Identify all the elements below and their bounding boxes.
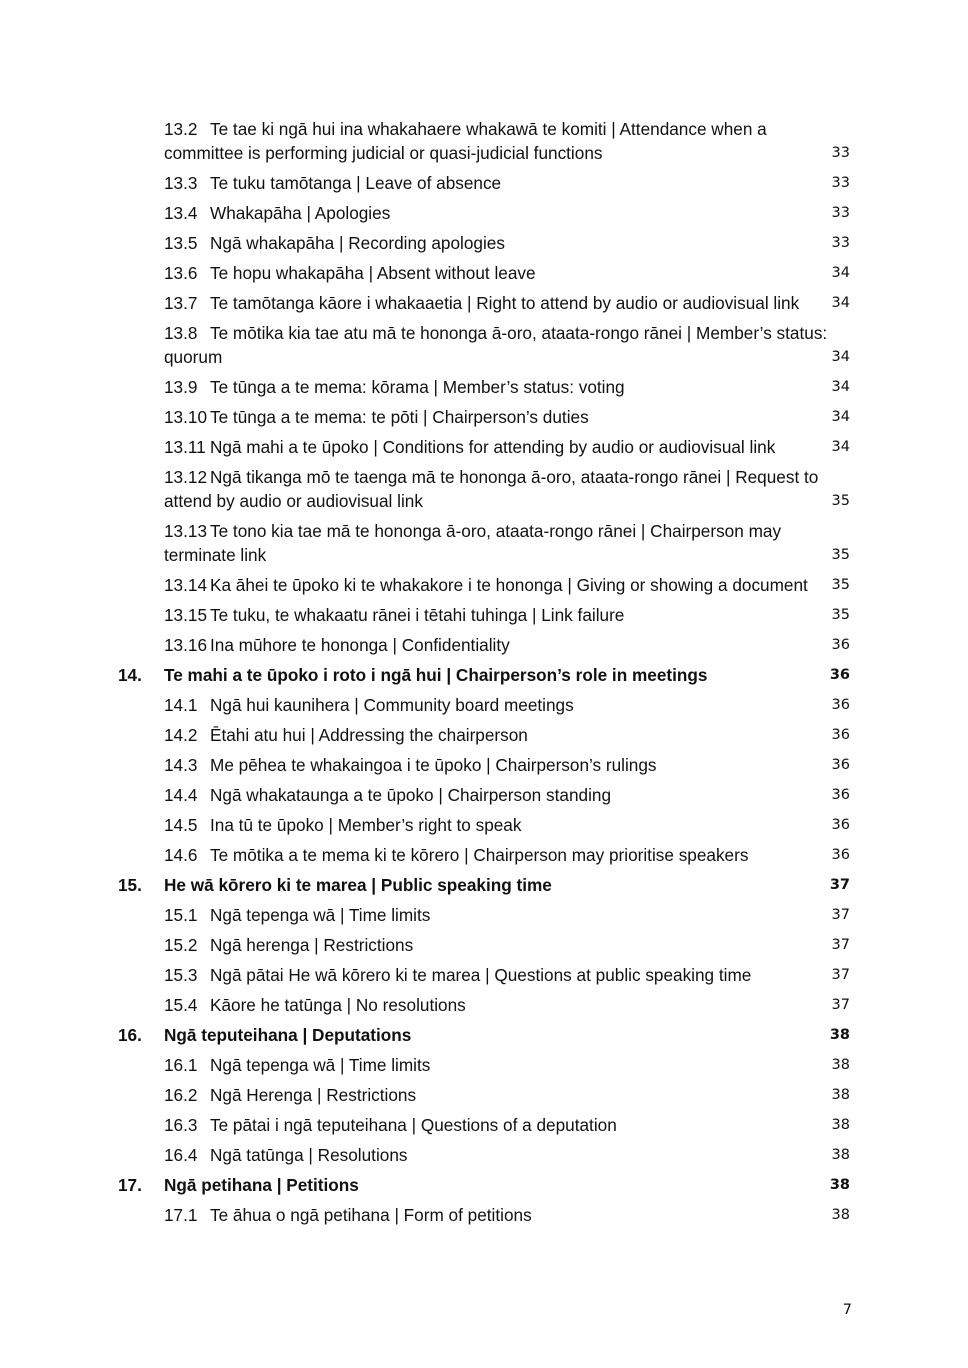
toc-entry[interactable] xyxy=(0,462,968,516)
toc-entry[interactable] xyxy=(0,258,968,288)
toc-entry-title: Kāore he tatūnga | No resolutions xyxy=(210,995,466,1015)
toc-section-number: 15. xyxy=(118,875,142,895)
toc-entry[interactable] xyxy=(0,318,968,372)
toc-entry-title: Me pēhea te whakaingoa i te ūpoko | Chairperson’s rulings xyxy=(210,755,657,775)
toc-page-number: 37 xyxy=(829,877,850,893)
toc-entry-number: 15.4 xyxy=(164,995,198,1015)
toc-page-number: 35 xyxy=(831,547,850,563)
toc-page-number: 35 xyxy=(831,577,850,593)
toc-entry-number: 13.15 xyxy=(164,605,208,625)
toc-entry-title: Ngā pātai He wā kōrero ki te marea | Questions at public speaking time xyxy=(210,965,752,985)
toc-section-title: Ngā petihana | Petitions xyxy=(164,1175,359,1195)
toc-page-number: 35 xyxy=(831,607,850,623)
toc-entry-title: Te mōtika a te mema ki te kōrero | Chairperson may prioritise speakers xyxy=(210,845,749,865)
toc-entry[interactable] xyxy=(0,930,968,960)
toc-page-number: 38 xyxy=(831,1057,850,1073)
toc-entry-number: 15.3 xyxy=(164,965,198,985)
toc-page-number: 35 xyxy=(831,493,850,509)
toc-entry[interactable] xyxy=(0,690,968,720)
toc-section-heading[interactable] xyxy=(0,870,968,900)
toc-section-heading[interactable] xyxy=(0,660,968,690)
toc-entry-number: 16.1 xyxy=(164,1055,198,1075)
toc-entry-number: 16.2 xyxy=(164,1085,198,1105)
toc-entry-number: 16.4 xyxy=(164,1145,198,1165)
toc-section-number: 17. xyxy=(118,1175,142,1195)
toc-page-number: 36 xyxy=(831,637,850,653)
toc-entry-number: 14.5 xyxy=(164,815,198,835)
toc-page-number: 37 xyxy=(831,907,850,923)
toc-page-number: 36 xyxy=(831,787,850,803)
toc-entry-number: 13.4 xyxy=(164,203,198,223)
toc-entry-title: Te pātai i ngā teputeihana | Questions of a deputation xyxy=(210,1115,617,1135)
toc-entry[interactable] xyxy=(0,960,968,990)
toc-entry-title: Te tūnga a te mema: te pōti | Chairperson’s duties xyxy=(210,407,589,427)
toc-entry-title: Ina mūhore te hononga | Confidentiality xyxy=(210,635,510,655)
toc-entry[interactable] xyxy=(0,114,968,168)
toc-page-number: 33 xyxy=(831,235,850,251)
table-of-contents xyxy=(0,114,968,1230)
toc-entry[interactable] xyxy=(0,516,968,570)
toc-entry-title: Ngā Herenga | Restrictions xyxy=(210,1085,417,1105)
toc-entry-number: 14.2 xyxy=(164,725,198,745)
toc-entry-title: Te hopu whakapāha | Absent without leave xyxy=(210,263,536,283)
toc-section-heading[interactable] xyxy=(0,1170,968,1200)
toc-entry-title: Te tūnga a te mema: kōrama | Member’s status: voting xyxy=(210,377,625,397)
toc-page-number: 37 xyxy=(831,937,850,953)
toc-entry-number: 15.2 xyxy=(164,935,198,955)
toc-entry-number: 13.3 xyxy=(164,173,198,193)
toc-entry-title: Ngā tepenga wā | Time limits xyxy=(210,905,431,925)
toc-entry-number: 13.14 xyxy=(164,575,208,595)
toc-entry-title: Ngā whakapāha | Recording apologies xyxy=(210,233,505,253)
toc-section-title: Ngā teputeihana | Deputations xyxy=(164,1025,412,1045)
toc-entry[interactable] xyxy=(0,780,968,810)
toc-entry[interactable] xyxy=(0,198,968,228)
toc-entry[interactable] xyxy=(0,1050,968,1080)
toc-entry-number: 13.5 xyxy=(164,233,198,253)
toc-page-number: 38 xyxy=(831,1117,850,1133)
toc-entry[interactable] xyxy=(0,570,968,600)
toc-page-number: 36 xyxy=(831,697,850,713)
toc-entry[interactable] xyxy=(0,810,968,840)
toc-section-heading[interactable] xyxy=(0,1020,968,1050)
toc-entry[interactable] xyxy=(0,168,968,198)
toc-entry-title: Ngā tikanga mō te taenga mā te hononga ā-oro, ataata-rongo rānei | Request to attend by audio or audiovisual link xyxy=(164,467,819,511)
toc-entry-number: 17.1 xyxy=(164,1205,198,1225)
toc-entry-title: Te tae ki ngā hui ina whakahaere whakawā te komiti | Attendance when a committee is performing judicial or quasi-judicial functions xyxy=(164,119,767,163)
toc-entry-title: Ngā tepenga wā | Time limits xyxy=(210,1055,431,1075)
toc-entry-number: 15.1 xyxy=(164,905,198,925)
toc-page-number: 33 xyxy=(831,205,850,221)
toc-page-number: 38 xyxy=(831,1207,850,1223)
toc-page-number: 36 xyxy=(829,667,850,683)
toc-section-title: Te mahi a te ūpoko i roto i ngā hui | Chairperson’s role in meetings xyxy=(164,665,708,685)
toc-entry[interactable] xyxy=(0,900,968,930)
toc-page-number: 36 xyxy=(831,847,850,863)
toc-entry-title: Ka āhei te ūpoko ki te whakakore i te hononga | Giving or showing a document xyxy=(210,575,808,595)
toc-entry-number: 13.10 xyxy=(164,407,208,427)
toc-entry[interactable] xyxy=(0,288,968,318)
toc-entry-number: 13.7 xyxy=(164,293,198,313)
toc-page-number: 33 xyxy=(831,175,850,191)
toc-entry-number: 14.4 xyxy=(164,785,198,805)
toc-page-number: 38 xyxy=(831,1147,850,1163)
toc-entry-title: Ina tū te ūpoko | Member’s right to speak xyxy=(210,815,522,835)
toc-page-number: 33 xyxy=(831,145,850,161)
toc-entry-number: 14.6 xyxy=(164,845,198,865)
toc-page-number: 34 xyxy=(831,265,850,281)
toc-page-number: 36 xyxy=(831,757,850,773)
toc-entry-title: Te mōtika kia tae atu mā te hononga ā-oro, ataata-rongo rānei | Member’s status: quorum xyxy=(164,323,828,367)
toc-page-number: 37 xyxy=(831,967,850,983)
toc-entry[interactable] xyxy=(0,720,968,750)
toc-entry-number: 14.3 xyxy=(164,755,198,775)
toc-entry[interactable] xyxy=(0,750,968,780)
toc-entry-title: Ētahi atu hui | Addressing the chairperson xyxy=(210,725,528,745)
toc-entry-title: Ngā mahi a te ūpoko | Conditions for attending by audio or audiovisual link xyxy=(210,437,776,457)
toc-entry[interactable] xyxy=(0,402,968,432)
toc-entry-title: Ngā tatūnga | Resolutions xyxy=(210,1145,408,1165)
toc-entry-number: 13.13 xyxy=(164,521,208,541)
toc-entry-number: 14.1 xyxy=(164,695,198,715)
toc-page-number: 38 xyxy=(831,1087,850,1103)
toc-entry[interactable] xyxy=(0,990,968,1020)
toc-entry-title: Ngā herenga | Restrictions xyxy=(210,935,414,955)
toc-entry[interactable] xyxy=(0,840,968,870)
toc-entry[interactable] xyxy=(0,372,968,402)
toc-entry-title: Te tuku tamōtanga | Leave of absence xyxy=(210,173,502,193)
toc-entry[interactable] xyxy=(0,1080,968,1110)
toc-entry-number: 13.12 xyxy=(164,467,208,487)
toc-entry-title: Whakapāha | Apologies xyxy=(210,203,391,223)
toc-entry-title: Te tuku, te whakaatu rānei i tētahi tuhinga | Link failure xyxy=(210,605,625,625)
toc-page-number: 36 xyxy=(831,817,850,833)
toc-page-number: 34 xyxy=(831,379,850,395)
toc-entry[interactable] xyxy=(0,1110,968,1140)
toc-entry-number: 13.11 xyxy=(164,437,206,457)
toc-entry-number: 16.3 xyxy=(164,1115,198,1135)
toc-entry-title: Te tono kia tae mā te hononga ā-oro, ataata-rongo rānei | Chairperson may terminate link xyxy=(164,521,782,565)
toc-page-number: 34 xyxy=(831,439,850,455)
toc-entry[interactable] xyxy=(0,600,968,630)
toc-page-number: 38 xyxy=(829,1027,850,1043)
toc-page-number: 36 xyxy=(831,727,850,743)
toc-entry-number: 13.8 xyxy=(164,323,198,343)
toc-section-title: He wā kōrero ki te marea | Public speaking time xyxy=(164,875,552,895)
toc-entry[interactable] xyxy=(0,1200,968,1230)
toc-page-number: 38 xyxy=(829,1177,850,1193)
toc-section-number: 16. xyxy=(118,1025,142,1045)
page-number: 7 xyxy=(842,1302,852,1318)
toc-entry-title: Ngā hui kaunihera | Community board meetings xyxy=(210,695,574,715)
toc-entry-title: Te tamōtanga kāore i whakaaetia | Right to attend by audio or audiovisual link xyxy=(210,293,800,313)
toc-entry-number: 13.16 xyxy=(164,635,208,655)
toc-entry[interactable] xyxy=(0,1140,968,1170)
toc-page-number: 34 xyxy=(831,349,850,365)
toc-entry-title: Ngā whakataunga a te ūpoko | Chairperson standing xyxy=(210,785,612,805)
toc-entry[interactable] xyxy=(0,432,968,462)
toc-section-number: 14. xyxy=(118,665,142,685)
toc-entry-number: 13.2 xyxy=(164,119,198,139)
toc-entry[interactable] xyxy=(0,228,968,258)
toc-page-number: 34 xyxy=(831,295,850,311)
toc-entry-title: Te āhua o ngā petihana | Form of petitions xyxy=(210,1205,532,1225)
toc-entry[interactable] xyxy=(0,630,968,660)
toc-entry-number: 13.9 xyxy=(164,377,198,397)
toc-page-number: 37 xyxy=(831,997,850,1013)
toc-page-number: 34 xyxy=(831,409,850,425)
toc-entry-number: 13.6 xyxy=(164,263,198,283)
